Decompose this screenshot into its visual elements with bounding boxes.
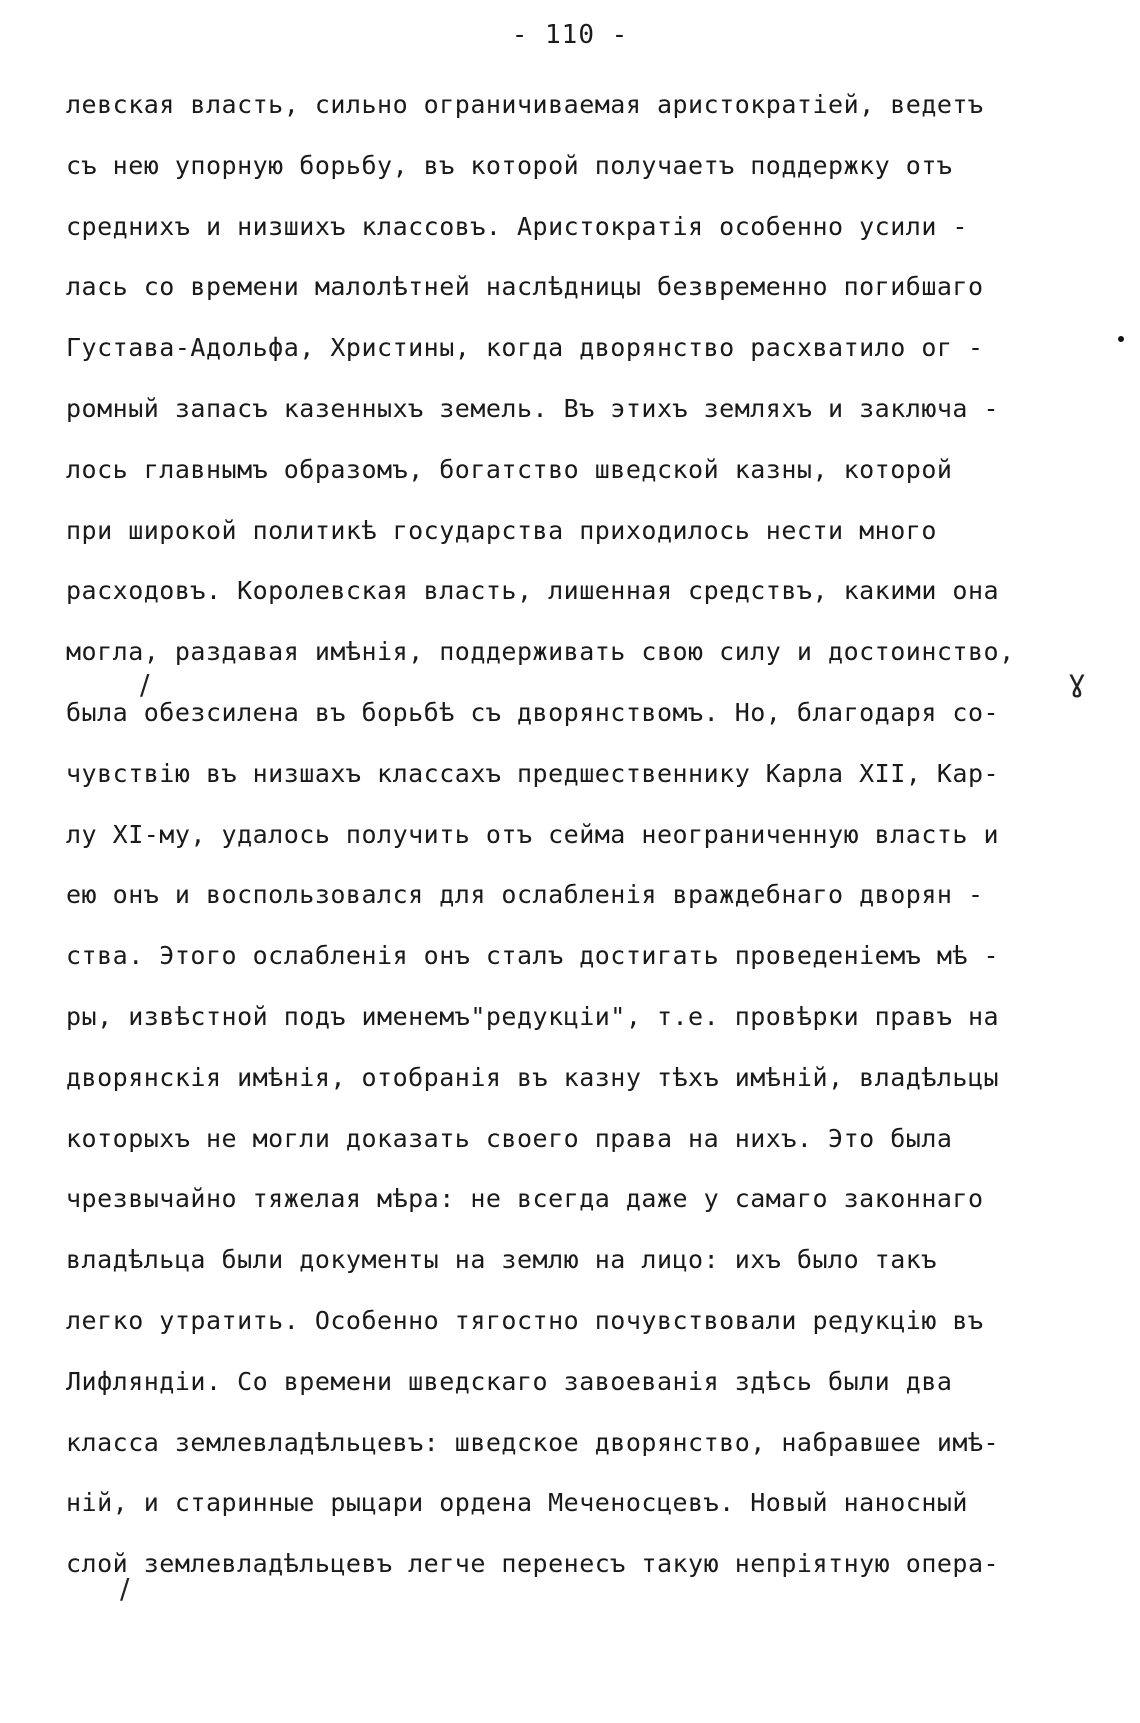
text-line: могла, раздавая имѣнiя, поддерживать свою силу и достоинство, xyxy=(66,637,1015,667)
text-line: лась со времени малолѣтней наслѣдницы безвременно погибшаго xyxy=(66,272,984,302)
text-line: чрезвычайно тяжелая мѣра: не всегда даже у самаго законнаго xyxy=(66,1184,984,1214)
text-line: лу XI-му, удалось получить отъ сейма неограниченную власть и xyxy=(66,819,1000,849)
body-text xyxy=(66,86,1086,1606)
text-line: владѣльца были документы на землю на лицо: ихъ было такъ xyxy=(66,1245,937,1275)
page-number: - 110 - xyxy=(511,20,629,50)
text-line: при широкой политикѣ государства приходилось нести много xyxy=(66,515,937,545)
text-line: была обезсилена въ борьбѣ съ дворянствомъ. Но, благодаря со- xyxy=(66,697,1000,727)
handwritten-mark: ɣ xyxy=(1068,664,1086,699)
text-line: лось главнымъ образомъ, богатство шведской казны, которой xyxy=(66,454,953,484)
text-line: дворянскiя имѣнiя, отобранiя въ казну тѣхъ имѣнiй, владѣльцы xyxy=(66,1062,1000,1092)
text-line: нiй, и старинные рыцари ордена Меченосцевъ. Новый наносный xyxy=(66,1488,968,1518)
text-line: чувствiю въ низшахъ классахъ предшественнику Карла XII, Кар- xyxy=(66,758,1000,788)
handwritten-mark: / xyxy=(140,668,150,701)
text-line: Лифляндiи. Со времени шведскаго завоеванiя здѣсь были два xyxy=(66,1366,953,1396)
handwritten-mark: / xyxy=(120,1572,130,1605)
text-line: ства. Этого ослабленiя онъ сталъ достигать проведенiемъ мѣ - xyxy=(66,941,1000,971)
text-line: съ нею упорную борьбу, въ которой получаетъ поддержку отъ xyxy=(66,150,953,180)
text-line: расходовъ. Королевская власть, лишенная средствъ, какими она xyxy=(66,576,1000,606)
text-line: ромный запасъ казенныхъ земель. Въ этихъ земляхъ и заключа - xyxy=(66,393,1000,423)
text-line: ры, извѣстной подъ именемъ"редукцiи", т.е. провѣрки правъ на xyxy=(66,1001,1000,1031)
ink-dot xyxy=(1118,336,1124,342)
text-line: среднихъ и низшихъ классовъ. Аристократiя особенно усили - xyxy=(66,211,968,241)
text-line: класса землевладѣльцевъ: шведское дворянство, набравшее имѣ- xyxy=(66,1427,1000,1457)
text-line: ею онъ и воспользовался для ослабленiя враждебнаго дворян - xyxy=(66,880,984,910)
text-line: слой землевладѣльцевъ легче перенесъ такую непрiятную опера- xyxy=(66,1549,1000,1579)
text-line: Густава-Адольфа, Христины, когда дворянство расхватило ог - xyxy=(66,333,984,363)
text-line: левская власть, сильно ограничиваемая аристократiей, ведетъ xyxy=(66,90,984,119)
text-line: которыхъ не могли доказать своего права на нихъ. Это была xyxy=(66,1123,953,1153)
text-line: легко утратить. Особенно тягостно почувствовали редукцiю въ xyxy=(66,1305,984,1335)
